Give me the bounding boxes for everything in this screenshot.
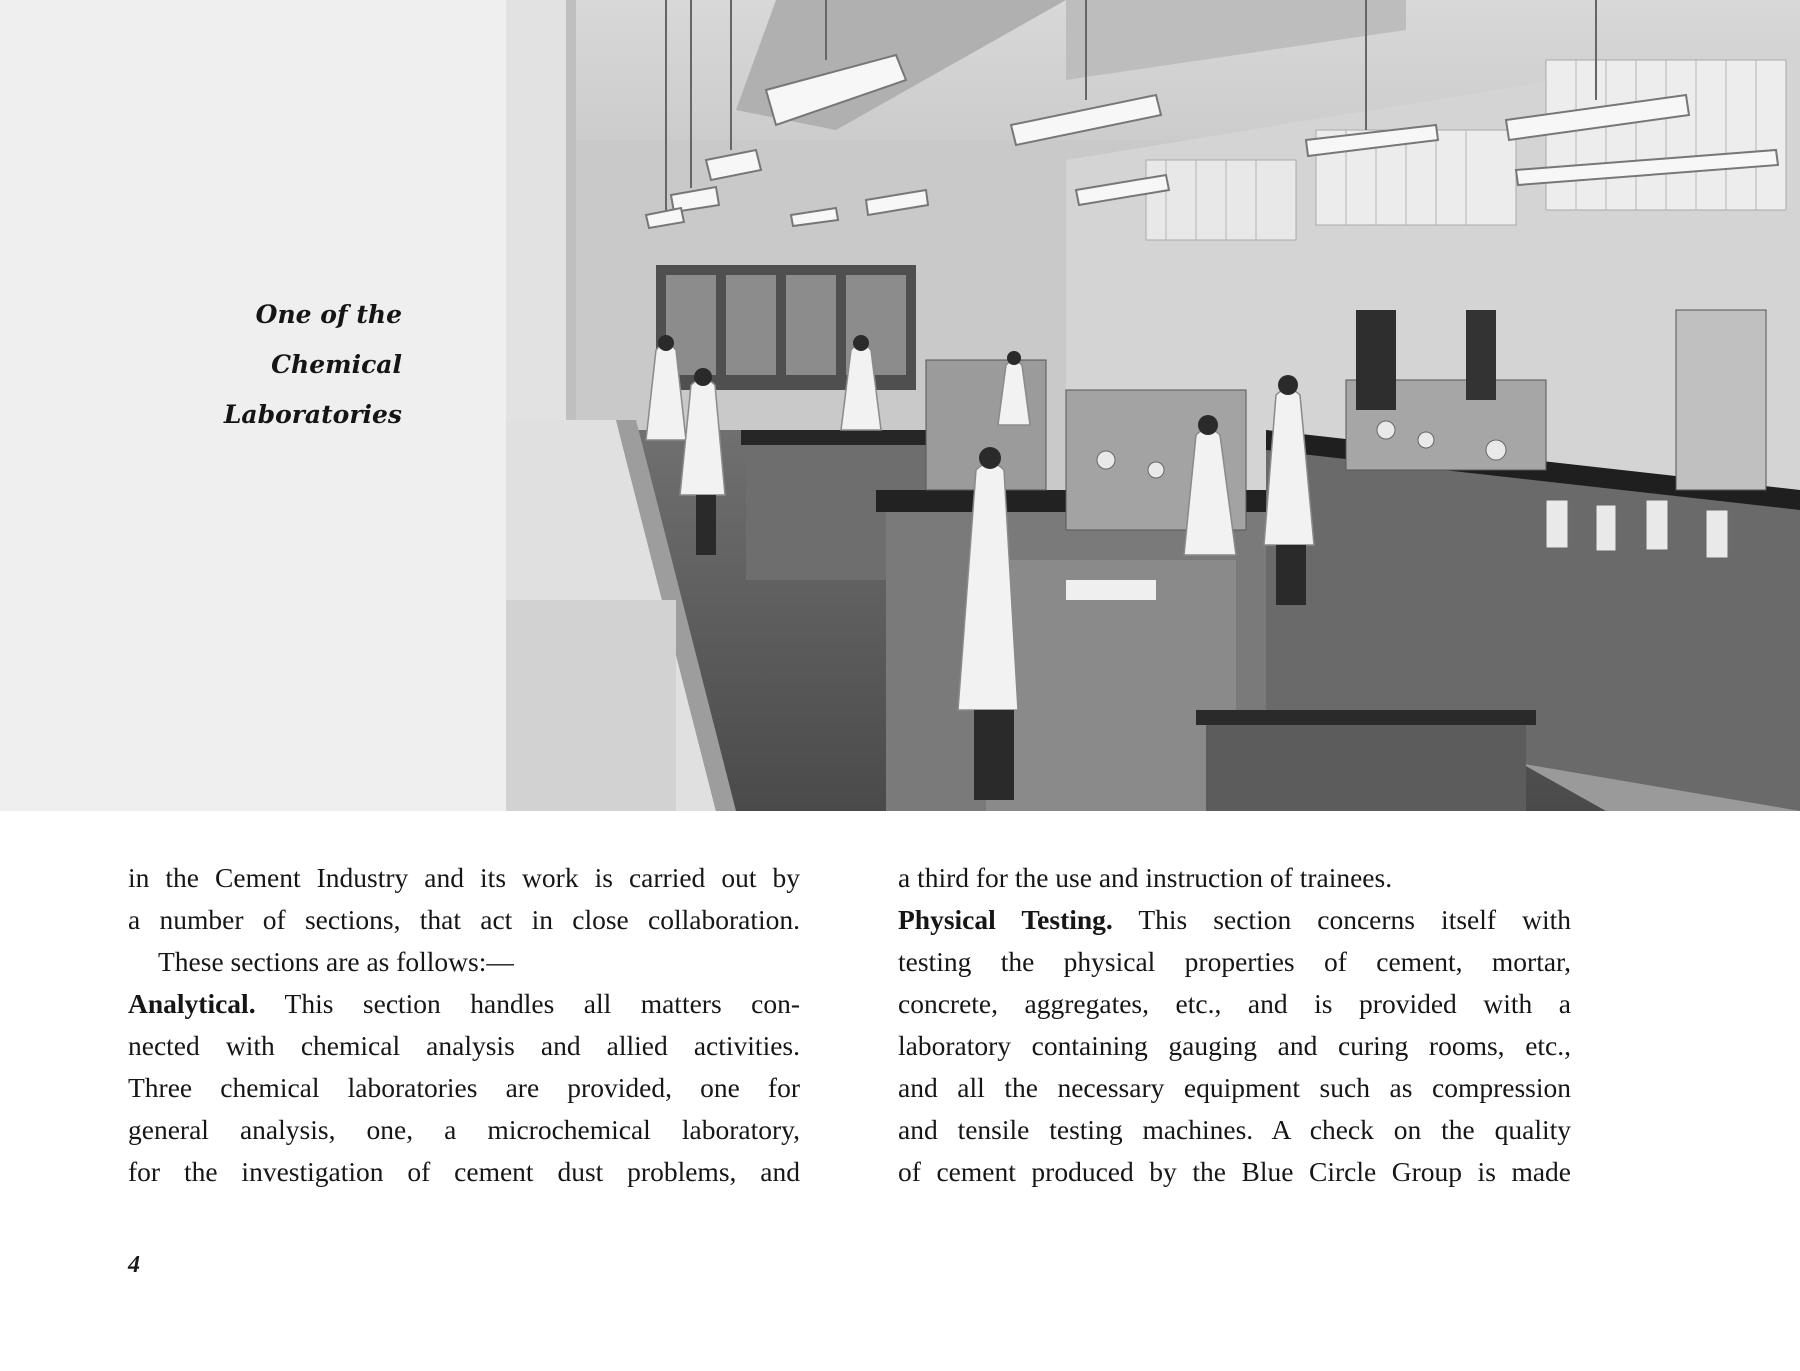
text-line: general analysis, one, a microchemical laboratory, <box>128 1114 800 1145</box>
text-line: Three chemical laboratories are provided, one for <box>128 1072 800 1103</box>
analytical-paragraph-start <box>128 983 800 1025</box>
laboratory-photo <box>506 0 1800 811</box>
text-line: for the investigation of cement dust problems, and <box>128 1156 800 1187</box>
text-line: a number of sections, that act in close collaboration. <box>128 904 800 935</box>
text-fragment: This section handles all matters con- <box>255 988 800 1019</box>
caption-panel <box>0 0 506 811</box>
text-line: of cement produced by the Blue Circle Group is made <box>898 1156 1571 1187</box>
text-line: and tensile testing machines. A check on the quality <box>898 1114 1571 1145</box>
text-line: concrete, aggregates, etc., and is provided with a <box>898 988 1571 1019</box>
physical-testing-paragraph-start <box>898 899 1571 941</box>
text-line: in the Cement Industry and its work is carried out by <box>128 862 800 893</box>
body-text-right-column <box>898 857 1571 1193</box>
text-line: nected with chemical analysis and allied activities. <box>128 1030 800 1061</box>
figure-caption <box>224 290 402 440</box>
laboratory-photo-illustration <box>506 0 1800 811</box>
caption-line: One of the <box>255 300 402 329</box>
section-heading-analytical: Analytical. <box>128 988 256 1019</box>
text-line: laboratory containing gauging and curing rooms, etc., <box>898 1030 1571 1061</box>
text-line: a third for the use and instruction of trainees. <box>898 862 1393 893</box>
text-line: testing the physical properties of cement, mortar, <box>898 946 1571 977</box>
text-line: and all the necessary equipment such as compression <box>898 1072 1571 1103</box>
page-number: 4 <box>128 1252 140 1278</box>
text-fragment: This section concerns itself with <box>1112 904 1571 935</box>
section-heading-physical-testing: Physical Testing. <box>898 904 1113 935</box>
caption-line: Laboratories <box>223 400 402 429</box>
body-text-left-column <box>128 857 800 1193</box>
caption-line: Chemical <box>271 350 402 379</box>
text-line: These sections are as follows:— <box>158 946 514 977</box>
